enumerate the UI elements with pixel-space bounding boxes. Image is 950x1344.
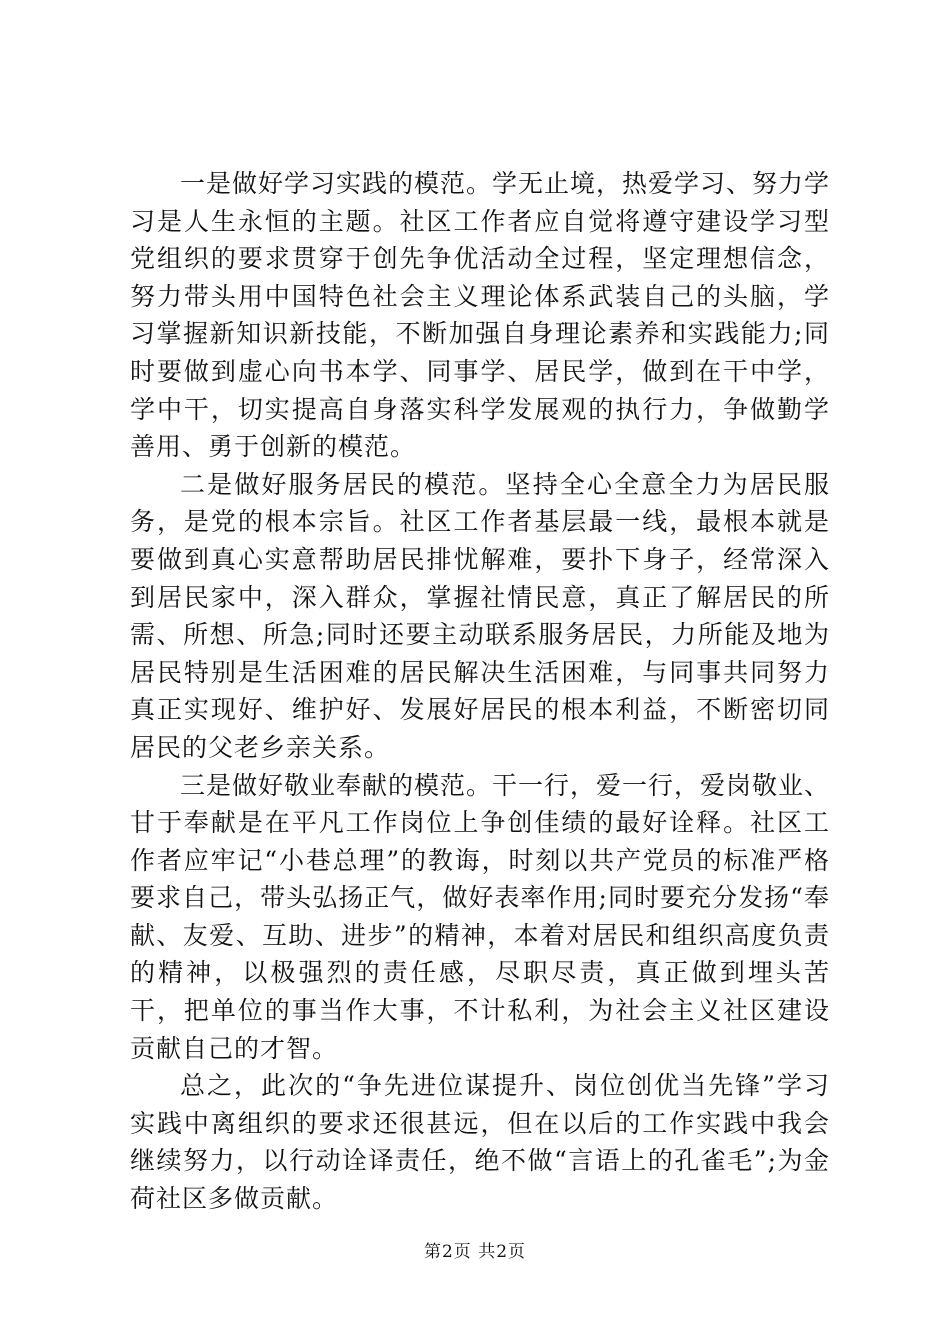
paragraph-dedication-model: 三是做好敬业奉献的模范。干一行，爱一行，爱岗敬业、甘于奉献是在平凡工作岗位上争创佳绩的最好诠释。社区工作者应牢记“小巷总理”的教诲，时刻以共产党员的标准严格要求自己，带头弘扬正气，做好表率作用;同时要充分发扬“奉献、友爱、互助、进步”的精神，本着对居民和组织高度负责的精神，以极强烈的责任感，尽职尽责，真正做到埋头苦干，把单位的事当作大事，不计私利，为社会主义社区建设贡献自己的才智。 [130,770,831,1063]
paragraph-conclusion: 总之，此次的“争先进位谋提升、岗位创优当先锋”学习实践中离组织的要求还很甚远，但在以后的工作实践中我会继续努力，以行动诠译责任，绝不做“言语上的孔雀毛”;为金荷社区多做贡献。 [130,1071,830,1214]
page-number-footer: 第2页 共2页 [423,1242,527,1262]
paragraph-service-model: 二是做好服务居民的模范。坚持全心全意全力为居民服务，是党的根本宗旨。社区工作者基层最一线，最根本就是要做到真心实意帮助居民排忧解难，要扑下身子，经常深入到居民家中，深入群众，掌握社情民意，真正了解居民的所需、所想、所急;同时还要主动联系服务居民，力所能及地为居民特别是生活困难的居民解决生活困难，与同事共同努力真正实现好、维护好、发展好居民的根本利益，不断密切同居民的父老乡亲关系。 [130,469,830,762]
paragraph-study-model: 一是做好学习实践的模范。学无止境，热爱学习、努力学习是人生永恒的主题。社区工作者应自觉将遵守建设学习型党组织的要求贯穿于创先争优活动全过程，坚定理想信念，努力带头用中国特色社会主义理论体系武装自己的头脑，学习掌握新知识新技能，不断加强自身理论素养和实践能力;同时要做到虚心向书本学、同事学、居民学，做到在干中学，学中干，切实提高自身落实科学发展观的执行力，争做勤学善用、勇于创新的模范。 [130,169,831,462]
document-body [130,165,830,1218]
